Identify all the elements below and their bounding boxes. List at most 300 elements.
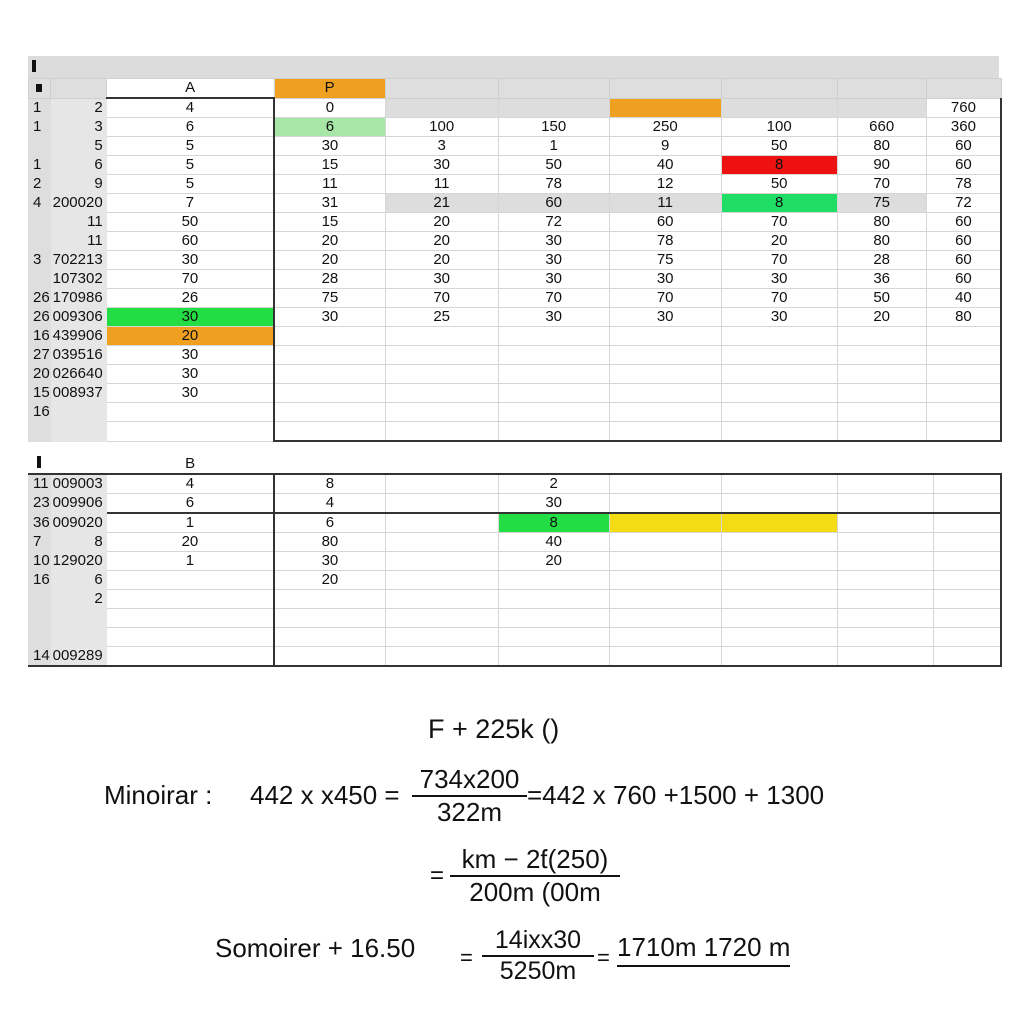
cell[interactable]	[933, 474, 1001, 494]
cell[interactable]	[385, 628, 498, 647]
cell[interactable]: 78	[498, 175, 609, 194]
cell[interactable]: 72	[498, 213, 609, 232]
cell[interactable]	[609, 628, 721, 647]
cell[interactable]	[498, 609, 609, 628]
cell[interactable]: 60	[926, 137, 1001, 156]
row-number[interactable]: 3	[29, 251, 51, 270]
cell[interactable]: 40	[609, 156, 721, 175]
cell[interactable]	[385, 384, 498, 403]
cell[interactable]	[721, 365, 837, 384]
row-number[interactable]: 11	[29, 474, 51, 494]
row-id-cell[interactable]: 009289	[50, 647, 106, 667]
cell[interactable]	[498, 422, 609, 442]
cell[interactable]	[837, 384, 926, 403]
column-header	[837, 455, 933, 475]
row-id-cell[interactable]: 107302	[50, 270, 106, 289]
row-number[interactable]: 20	[29, 365, 51, 384]
cell[interactable]	[385, 590, 498, 609]
cell[interactable]	[721, 552, 837, 571]
column-header[interactable]	[50, 79, 106, 99]
cell[interactable]	[609, 98, 721, 118]
cell[interactable]: 4	[274, 494, 385, 514]
cell[interactable]	[385, 513, 498, 533]
cell[interactable]	[926, 327, 1001, 346]
cell[interactable]: 15	[274, 213, 385, 232]
cell[interactable]	[721, 571, 837, 590]
cell[interactable]: 9	[609, 137, 721, 156]
cell[interactable]: 30	[498, 251, 609, 270]
cell[interactable]	[837, 513, 933, 533]
cell[interactable]: 70	[609, 289, 721, 308]
cell[interactable]: 20	[274, 251, 385, 270]
cell[interactable]: 60	[498, 194, 609, 213]
cell[interactable]: 7	[106, 194, 274, 213]
cell[interactable]	[926, 422, 1001, 442]
cell[interactable]: 12	[609, 175, 721, 194]
cell[interactable]	[274, 422, 385, 442]
cell[interactable]: 75	[274, 289, 385, 308]
cell[interactable]	[837, 494, 933, 514]
cell[interactable]: 30	[498, 232, 609, 251]
cell[interactable]	[837, 533, 933, 552]
cell[interactable]	[837, 609, 933, 628]
cell[interactable]	[933, 647, 1001, 667]
cell[interactable]	[609, 590, 721, 609]
cell[interactable]	[609, 494, 721, 514]
row-id-cell[interactable]: 702213	[50, 251, 106, 270]
cell[interactable]: 80	[926, 308, 1001, 327]
cell[interactable]	[498, 403, 609, 422]
cell[interactable]: 75	[609, 251, 721, 270]
cell[interactable]: 60	[926, 270, 1001, 289]
cell[interactable]: 26	[106, 289, 274, 308]
cell[interactable]: 30	[274, 308, 385, 327]
cell[interactable]	[609, 346, 721, 365]
cell[interactable]	[721, 327, 837, 346]
cell[interactable]: 70	[385, 289, 498, 308]
cell[interactable]: 30	[274, 137, 385, 156]
cell[interactable]	[933, 494, 1001, 514]
cell[interactable]	[933, 571, 1001, 590]
cell[interactable]	[106, 571, 274, 590]
row-number[interactable]: 23	[29, 494, 51, 514]
row-id-cell[interactable]: 008937	[50, 384, 106, 403]
row-id-cell[interactable]: 009906	[50, 494, 106, 514]
cell[interactable]: 360	[926, 118, 1001, 137]
cell[interactable]: 100	[721, 118, 837, 137]
cell[interactable]: 20	[721, 232, 837, 251]
row-number[interactable]: 16	[29, 403, 51, 422]
cell[interactable]	[837, 628, 933, 647]
cell[interactable]: 20	[385, 251, 498, 270]
cell[interactable]: 0	[274, 98, 385, 118]
cell[interactable]	[837, 474, 933, 494]
row-id-cell[interactable]: 009003	[50, 474, 106, 494]
cell[interactable]	[933, 513, 1001, 533]
cell[interactable]: 20	[385, 213, 498, 232]
row-id-cell[interactable]: 2	[50, 590, 106, 609]
cell[interactable]: 5	[106, 137, 274, 156]
cell[interactable]	[933, 628, 1001, 647]
cell[interactable]	[274, 384, 385, 403]
cell[interactable]: 80	[274, 533, 385, 552]
fraction-2-denominator: 200m (00m	[469, 877, 601, 907]
cell[interactable]	[274, 647, 385, 667]
cell[interactable]	[498, 647, 609, 667]
cell[interactable]	[837, 422, 926, 442]
cell[interactable]: 50	[721, 175, 837, 194]
row-id-cell[interactable]: 026640	[50, 365, 106, 384]
cell[interactable]	[837, 346, 926, 365]
cell[interactable]: 80	[837, 232, 926, 251]
cell[interactable]: 50	[498, 156, 609, 175]
column-header[interactable]	[926, 79, 1001, 99]
cell[interactable]: 6	[274, 513, 385, 533]
cell[interactable]	[498, 327, 609, 346]
cell[interactable]: 30	[609, 270, 721, 289]
cell[interactable]	[926, 384, 1001, 403]
cell[interactable]: 50	[106, 213, 274, 232]
cell[interactable]	[498, 98, 609, 118]
cell[interactable]	[106, 628, 274, 647]
column-header[interactable]: B	[106, 455, 274, 475]
row-number[interactable]: 26	[29, 289, 51, 308]
cell[interactable]: 20	[385, 232, 498, 251]
cell[interactable]	[274, 327, 385, 346]
cell[interactable]	[274, 346, 385, 365]
cell[interactable]: 6	[274, 118, 385, 137]
row-number[interactable]	[29, 609, 51, 628]
cell[interactable]: 4	[106, 98, 274, 118]
cell[interactable]: 30	[106, 308, 274, 327]
cell[interactable]	[274, 403, 385, 422]
cell[interactable]: 60	[926, 251, 1001, 270]
cell[interactable]	[926, 365, 1001, 384]
cell[interactable]: 30	[106, 251, 274, 270]
column-header[interactable]: P	[274, 79, 385, 99]
cell[interactable]: 30	[498, 494, 609, 514]
row-number[interactable]: 15	[29, 384, 51, 403]
cell[interactable]: 60	[609, 213, 721, 232]
column-header[interactable]	[721, 79, 837, 99]
cell[interactable]: 25	[385, 308, 498, 327]
cell[interactable]: 40	[498, 533, 609, 552]
cell[interactable]	[274, 609, 385, 628]
cell[interactable]	[721, 513, 837, 533]
row-number[interactable]: 1	[29, 98, 51, 118]
cell[interactable]	[106, 403, 274, 422]
cell[interactable]	[385, 365, 498, 384]
row-id-cell[interactable]	[50, 628, 106, 647]
cell[interactable]: 70	[498, 289, 609, 308]
column-header[interactable]: A	[106, 79, 274, 99]
column-header[interactable]	[609, 79, 721, 99]
cell[interactable]	[837, 590, 933, 609]
cell[interactable]	[498, 628, 609, 647]
cell[interactable]: 30	[721, 270, 837, 289]
cell[interactable]	[721, 474, 837, 494]
cell[interactable]	[106, 647, 274, 667]
cell[interactable]: 80	[837, 137, 926, 156]
row-id-cell[interactable]: 170986	[50, 289, 106, 308]
cell[interactable]: 5	[106, 156, 274, 175]
cell[interactable]	[721, 98, 837, 118]
cell[interactable]: 30	[385, 156, 498, 175]
cell[interactable]: 28	[837, 251, 926, 270]
cell[interactable]	[385, 494, 498, 514]
cell[interactable]	[274, 365, 385, 384]
cell[interactable]	[385, 327, 498, 346]
cell[interactable]: 2	[498, 474, 609, 494]
cell[interactable]	[385, 533, 498, 552]
cell[interactable]	[385, 552, 498, 571]
cell[interactable]	[498, 346, 609, 365]
cell[interactable]	[385, 422, 498, 442]
cell[interactable]: 30	[106, 365, 274, 384]
row-id-cell[interactable]: 009306	[50, 308, 106, 327]
cell[interactable]: 70	[837, 175, 926, 194]
cell[interactable]	[385, 609, 498, 628]
cell[interactable]: 30	[498, 308, 609, 327]
cell[interactable]: 20	[274, 571, 385, 590]
cell[interactable]	[498, 590, 609, 609]
cell[interactable]	[926, 403, 1001, 422]
cell[interactable]: 80	[837, 213, 926, 232]
row-number[interactable]: 16	[29, 327, 51, 346]
cell[interactable]	[721, 533, 837, 552]
cell[interactable]: 75	[837, 194, 926, 213]
row-id-cell[interactable]	[50, 609, 106, 628]
cell[interactable]: 60	[926, 213, 1001, 232]
row-number[interactable]: 27	[29, 346, 51, 365]
row-id-cell[interactable]	[50, 422, 106, 442]
cell[interactable]: 100	[385, 118, 498, 137]
cell[interactable]	[721, 384, 837, 403]
row-id-cell[interactable]: 8	[50, 533, 106, 552]
cell[interactable]: 5	[106, 175, 274, 194]
cell[interactable]	[721, 494, 837, 514]
row-id-cell[interactable]: 129020	[50, 552, 106, 571]
row-id-cell[interactable]	[50, 403, 106, 422]
cell[interactable]: 1	[106, 513, 274, 533]
cell[interactable]: 1	[498, 137, 609, 156]
row-number[interactable]: 14	[29, 647, 51, 667]
spreadsheet-lower	[28, 454, 1002, 667]
cell[interactable]	[498, 384, 609, 403]
cell[interactable]: 90	[837, 156, 926, 175]
cell[interactable]: 70	[721, 213, 837, 232]
corner-marker-icon	[36, 84, 42, 92]
cell[interactable]: 8	[721, 194, 837, 213]
cell[interactable]: 50	[721, 137, 837, 156]
cell[interactable]: 70	[106, 270, 274, 289]
cell[interactable]	[933, 552, 1001, 571]
cell[interactable]: 8	[498, 513, 609, 533]
row-number[interactable]: 2	[29, 175, 51, 194]
row-number[interactable]: 36	[29, 513, 51, 533]
cell[interactable]	[609, 533, 721, 552]
cell[interactable]	[274, 628, 385, 647]
cell[interactable]	[837, 571, 933, 590]
cell[interactable]	[721, 628, 837, 647]
cell[interactable]: 28	[274, 270, 385, 289]
cell[interactable]	[385, 346, 498, 365]
cell[interactable]	[933, 533, 1001, 552]
cell[interactable]: 8	[721, 156, 837, 175]
cell[interactable]	[837, 403, 926, 422]
row-number[interactable]: 26	[29, 308, 51, 327]
table-row	[29, 647, 1002, 667]
cell[interactable]	[721, 422, 837, 442]
row-id-cell[interactable]: 6	[50, 156, 106, 175]
cell[interactable]	[385, 571, 498, 590]
cell[interactable]: 6	[106, 118, 274, 137]
row-number[interactable]	[29, 590, 51, 609]
cell[interactable]: 31	[274, 194, 385, 213]
cell[interactable]: 50	[837, 289, 926, 308]
column-header[interactable]	[498, 79, 609, 99]
cell[interactable]	[498, 571, 609, 590]
row-id-cell[interactable]: 439906	[50, 327, 106, 346]
cell[interactable]	[609, 327, 721, 346]
cell[interactable]	[837, 98, 926, 118]
cell[interactable]: 20	[498, 552, 609, 571]
row-id-cell[interactable]: 039516	[50, 346, 106, 365]
row-number[interactable]: 7	[29, 533, 51, 552]
cell[interactable]	[385, 474, 498, 494]
column-header	[498, 455, 609, 475]
cell[interactable]	[933, 609, 1001, 628]
row-id-cell[interactable]: 009020	[50, 513, 106, 533]
row-number[interactable]	[29, 137, 51, 156]
cell[interactable]	[106, 609, 274, 628]
cell[interactable]: 78	[926, 175, 1001, 194]
row-number[interactable]: 10	[29, 552, 51, 571]
cell[interactable]: 11	[385, 175, 498, 194]
row-number[interactable]: 4	[29, 194, 51, 213]
cell[interactable]: 6	[106, 494, 274, 514]
cell[interactable]	[609, 422, 721, 442]
cell[interactable]	[609, 647, 721, 667]
cell[interactable]: 20	[106, 533, 274, 552]
cell[interactable]: 60	[926, 156, 1001, 175]
column-header[interactable]	[385, 79, 498, 99]
cell[interactable]	[837, 327, 926, 346]
cell[interactable]: 760	[926, 98, 1001, 118]
row-number[interactable]: 1	[29, 118, 51, 137]
table-row	[29, 609, 1002, 628]
cell[interactable]: 70	[721, 251, 837, 270]
row-id-cell[interactable]: 11	[50, 232, 106, 251]
cell[interactable]: 3	[385, 137, 498, 156]
cell[interactable]	[609, 384, 721, 403]
cell[interactable]	[837, 647, 933, 667]
row-id-cell[interactable]: 9	[50, 175, 106, 194]
cell[interactable]	[106, 422, 274, 442]
row-number[interactable]	[29, 270, 51, 289]
cell[interactable]	[721, 346, 837, 365]
cell[interactable]: 60	[926, 232, 1001, 251]
cell[interactable]: 21	[385, 194, 498, 213]
cell[interactable]: 40	[926, 289, 1001, 308]
cell[interactable]	[926, 346, 1001, 365]
corner-cell[interactable]	[29, 79, 51, 99]
cell[interactable]	[609, 403, 721, 422]
cell[interactable]	[609, 552, 721, 571]
cell[interactable]	[721, 609, 837, 628]
cell[interactable]: 30	[106, 346, 274, 365]
row-number[interactable]: 1	[29, 156, 51, 175]
row-id-cell[interactable]: 3	[50, 118, 106, 137]
cell[interactable]: 15	[274, 156, 385, 175]
row-number[interactable]	[29, 232, 51, 251]
cell[interactable]: 30	[609, 308, 721, 327]
cell[interactable]	[609, 474, 721, 494]
cell[interactable]: 11	[274, 175, 385, 194]
cell[interactable]	[106, 590, 274, 609]
row-number[interactable]	[29, 213, 51, 232]
cell[interactable]: 70	[721, 289, 837, 308]
cell[interactable]	[609, 609, 721, 628]
cell[interactable]: 30	[106, 384, 274, 403]
row-id-cell[interactable]: 200020	[50, 194, 106, 213]
cell[interactable]	[721, 403, 837, 422]
row-number[interactable]	[29, 422, 51, 442]
cell[interactable]: 60	[106, 232, 274, 251]
cell[interactable]	[609, 571, 721, 590]
cell[interactable]	[721, 647, 837, 667]
cell[interactable]: 11	[609, 194, 721, 213]
cell[interactable]: 30	[721, 308, 837, 327]
cell[interactable]	[837, 365, 926, 384]
row-id-cell[interactable]: 2	[50, 98, 106, 118]
formula-line-1: F + 225k ()	[428, 714, 560, 744]
cell[interactable]: 78	[609, 232, 721, 251]
cell[interactable]: 250	[609, 118, 721, 137]
cell[interactable]	[609, 513, 721, 533]
cell[interactable]: 20	[106, 327, 274, 346]
cell[interactable]	[274, 590, 385, 609]
cell[interactable]: 30	[385, 270, 498, 289]
cell[interactable]	[385, 647, 498, 667]
cell[interactable]: 36	[837, 270, 926, 289]
cell[interactable]	[609, 365, 721, 384]
table-row	[29, 327, 1002, 346]
row-id-cell[interactable]: 6	[50, 571, 106, 590]
cell[interactable]	[385, 403, 498, 422]
cell[interactable]: 1	[106, 552, 274, 571]
cell[interactable]: 30	[498, 270, 609, 289]
cell[interactable]: 20	[274, 232, 385, 251]
cell[interactable]	[498, 365, 609, 384]
cell[interactable]: 30	[274, 552, 385, 571]
cell[interactable]: 4	[106, 474, 274, 494]
row-number[interactable]	[29, 628, 51, 647]
row-number[interactable]: 16	[29, 571, 51, 590]
row-id-cell[interactable]: 11	[50, 213, 106, 232]
cell[interactable]: 20	[837, 308, 926, 327]
column-header[interactable]	[837, 79, 926, 99]
cell[interactable]	[933, 590, 1001, 609]
cell[interactable]: 150	[498, 118, 609, 137]
cell[interactable]: 8	[274, 474, 385, 494]
cell[interactable]: 660	[837, 118, 926, 137]
cell[interactable]	[837, 552, 933, 571]
row-id-cell[interactable]: 5	[50, 137, 106, 156]
cell[interactable]	[385, 98, 498, 118]
cell[interactable]	[721, 590, 837, 609]
cell[interactable]: 72	[926, 194, 1001, 213]
